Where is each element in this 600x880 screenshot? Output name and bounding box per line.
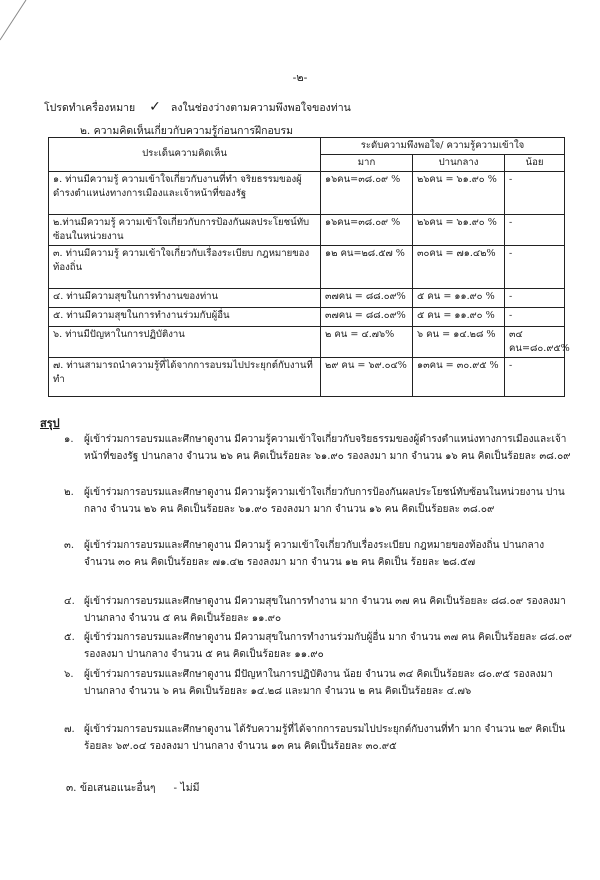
summary-item-number: ๑. [64, 434, 74, 445]
little-cell: - [505, 288, 565, 307]
table-row [49, 326, 565, 357]
medium-cell: ๕ คน = ๑๑.๙๐ % [413, 307, 505, 326]
instruction-suffix: ลงในช่องว่างตามความพึงพอใจของท่าน [170, 102, 351, 114]
issue-cell: ๓. ท่านมีความรู้ ความเข้าใจเกี่ยวกับเรื่องระเบียบ กฎหมายของท้องถิ่น [49, 245, 321, 288]
issue-cell: ๗. ท่านสามารถนำความรู้ที่ได้จากการอบรมไปประยุกต์กับงานที่ทำ [49, 357, 321, 396]
summary-item-number: ๗. [64, 724, 75, 735]
table-row [49, 357, 565, 396]
summary-item-text: ผู้เข้าร่วมการอบรมและศึกษาดูงาน มีความรู้ ความเข้าใจเกี่ยวกับเรื่องระเบียบ กฎหมายของท้องถิ่น ปานกลาง จำนวน ๓๐ คน คิดเป็นร้อยละ ๗๑.๔๒ รองลงมา มาก จำนวน ๑๒ คน คิดเป็น ร้อยละ ๒๘.๕๗ [84, 540, 545, 568]
summary-item-text: ผู้เข้าร่วมการอบรมและศึกษาดูงาน มีความรู้ความเข้าใจเกี่ยวกับการป้องกันผลประโยชน์ทับซ้อนในหน่วยงาน ปานกลาง จำนวน ๒๖ คน คิดเป็นร้อยละ ๖๑.๙๐ รองลงมา มาก จำนวน ๑๖ คน คิดเป็นร้อยละ ๓๘.๐๙ [84, 487, 565, 515]
little-cell: - [505, 245, 565, 288]
much-cell: ๒๙ คน = ๖๙.๐๔% [321, 357, 413, 396]
scan-corner-mark [0, 0, 40, 60]
much-cell: ๓๗คน = ๘๘.๐๙% [321, 307, 413, 326]
summary-heading: สรุป [40, 417, 60, 430]
summary-item-number: ๕. [64, 632, 75, 643]
medium-cell: ๖ คน = ๑๔.๒๘ % [413, 326, 505, 357]
summary-item [64, 538, 572, 571]
table-row [49, 288, 565, 307]
little-cell: - [505, 171, 565, 214]
summary-item-text: ผู้เข้าร่วมการอบรมและศึกษาดูงาน มีความรู้ความเข้าใจเกี่ยวกับจริยธรรมของผู้ดำรงตำแหน่งทางการเมืองและเจ้าหน้าที่ของรัฐ ปานกลาง จำนวน ๒๖ คน คิดเป็นร้อยละ ๖๑.๙๐ รองลงมา มาก จำนวน ๑๖ คน คิดเป็นร้อยละ ๓๘.๐๙ [84, 434, 571, 462]
much-cell: ๑๒ คน=๒๘.๕๗ % [321, 245, 413, 288]
summary-item-text: ผู้เข้าร่วมการอบรมและศึกษาดูงาน ได้รับความรู้ที่ได้จากการอบรมไปประยุกต์กับงานที่ทำ มาก จำนวน ๒๙ คิดเป็นร้อยละ ๖๙.๐๔ รองลงมา ปานกลาง จำนวน ๑๓ คน คิดเป็นร้อยละ ๓๐.๙๕ [84, 724, 566, 752]
much-cell: ๒ คน = ๔.๗๖% [321, 326, 413, 357]
summary-item [64, 432, 572, 465]
issue-cell: ๖. ท่านมีปัญหาในการปฏิบัติงาน [49, 326, 321, 357]
summary-item-text: ผู้เข้าร่วมการอบรมและศึกษาดูงาน มีความสุขในการทำงานร่วมกับผู้อื่น มาก จำนวน ๓๗ คน คิดเป็นร้อยละ ๘๘.๐๙ รองลงมา ปานกลาง จำนวน ๕ คน คิดเป็นร้อยละ ๑๑.๙๐ [84, 632, 572, 660]
checkmark-icon: ✓ [149, 99, 161, 115]
suggestion-number: ๓. [66, 782, 77, 794]
suggestion-value: - ไม่มี [173, 782, 200, 794]
suggestion-line [66, 779, 200, 796]
summary-item-text: ผู้เข้าร่วมการอบรมและศึกษาดูงาน มีความสุขในการทำงาน มาก จำนวน ๓๗ คน คิดเป็นร้อยละ ๘๘.๐๙ รองลงมา ปานกลาง จำนวน ๕ คน คิดเป็นร้อยละ ๑๑.๙๐ [84, 596, 566, 624]
header-level: ระดับความพึงพอใจ/ ความรู้ความเข้าใจ [321, 138, 565, 155]
issue-cell: ๕. ท่านมีความสุขในการทำงานร่วมกับผู้อื่น [49, 307, 321, 326]
summary-item [64, 667, 572, 700]
summary-item-number: ๖. [64, 669, 74, 680]
little-cell: - [505, 214, 565, 245]
much-cell: ๑๖คน=๓๘.๐๙ % [321, 214, 413, 245]
medium-cell: ๓๐คน = ๗๑.๔๒% [413, 245, 505, 288]
issue-cell: ๔. ท่านมีความสุขในการทำงานของท่าน [49, 288, 321, 307]
summary-item-number: ๔. [64, 596, 75, 607]
medium-cell: ๕ คน = ๑๑.๙๐ % [413, 288, 505, 307]
rating-table [48, 137, 570, 397]
medium-cell: ๒๖คน = ๖๑.๙๐ % [413, 171, 505, 214]
summary-item [64, 594, 572, 627]
instruction-line [44, 99, 351, 116]
summary-item-number: ๒. [64, 487, 74, 498]
summary-item [64, 722, 572, 755]
medium-cell: ๒๖คน = ๖๑.๙๐ % [413, 214, 505, 245]
table-row [49, 307, 565, 326]
issue-cell: ๒.ท่านมีความรู้ ความเข้าใจเกี่ยวกับการป้องกันผลประโยชน์ทับซ้อนในหน่วยงาน [49, 214, 321, 245]
header-much: มาก [321, 154, 413, 171]
summary-item [64, 485, 572, 518]
table-row [49, 214, 565, 245]
issue-cell: ๑. ท่านมีความรู้ ความเข้าใจเกี่ยวกับงานที่ทำ จริยธรรมของผู้ดำรงตำแหน่งทางการเมืองและเจ้าหน้าที่ของรัฐ [49, 171, 321, 214]
medium-cell: ๑๓คน = ๓๐.๙๕ % [413, 357, 505, 396]
little-cell: ๓๔ คน=๘๐.๙๕% [505, 326, 565, 357]
page-number: -๒- [292, 71, 308, 84]
suggestion-label: ข้อเสนอแนะอื่นๆ [79, 782, 156, 794]
summary-item [64, 630, 572, 663]
much-cell: ๓๗คน = ๘๘.๐๙% [321, 288, 413, 307]
much-cell: ๑๖คน=๓๘.๐๙ % [321, 171, 413, 214]
header-little: น้อย [505, 154, 565, 171]
little-cell: - [505, 357, 565, 396]
instruction-prefix: โปรดทำเครื่องหมาย [44, 102, 136, 114]
section-title: ๒. ความคิดเห็นเกี่ยวกับความรู้ก่อนการฝึกอบรม [80, 125, 294, 137]
header-issue: ประเด็นความคิดเห็น [49, 138, 321, 172]
little-cell: - [505, 307, 565, 326]
table-row [49, 171, 565, 214]
table-row [49, 245, 565, 288]
header-medium: ปานกลาง [413, 154, 505, 171]
summary-item-number: ๓. [64, 540, 75, 551]
summary-item-text: ผู้เข้าร่วมการอบรมและศึกษาดูงาน มีปัญหาในการปฏิบัติงาน น้อย จำนวน ๓๔ คิดเป็นร้อยละ ๘๐.๙๕ รองลงมา ปานกลาง จำนวน ๖ คน คิดเป็นร้อยละ ๑๔.๒๘ และมาก จำนวน ๒ คน คิดเป็นร้อยละ ๔.๗๖ [84, 669, 553, 697]
table-header-row [49, 138, 565, 155]
